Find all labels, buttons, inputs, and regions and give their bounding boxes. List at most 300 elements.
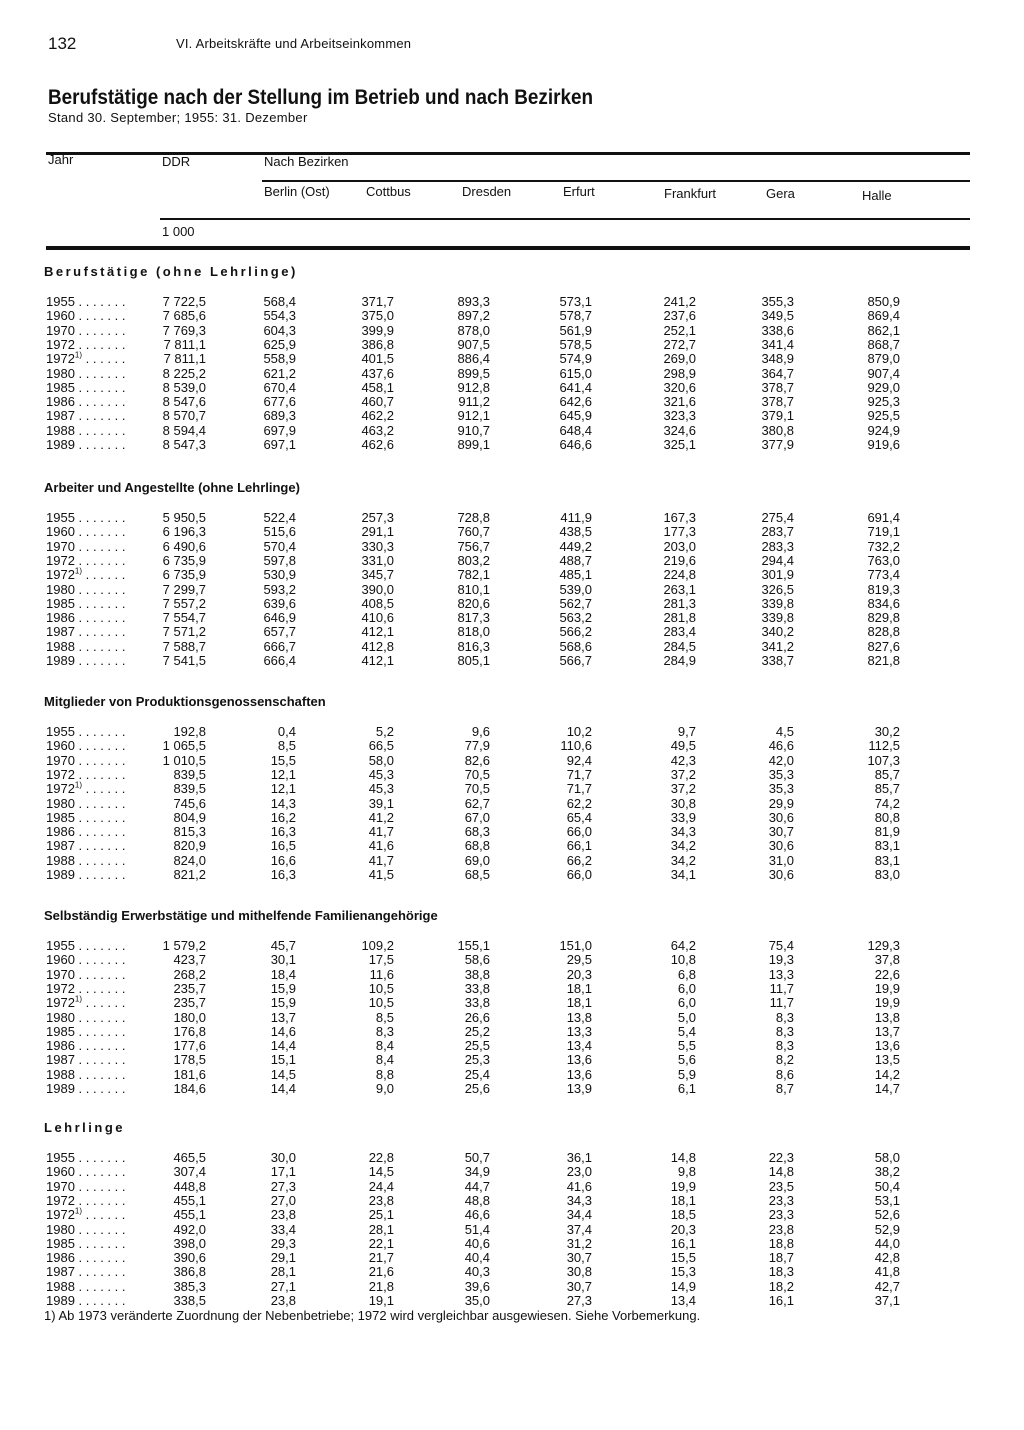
cell-berlin: 27,0 (270, 1192, 296, 1208)
table-row (0, 939, 1024, 953)
cell-berlin: 30,1 (270, 952, 296, 968)
cell-halle: 52,9 (874, 1221, 900, 1237)
cell-gera: 23,5 (768, 1178, 794, 1194)
leader-dots: . . . . . . (82, 781, 126, 797)
year-cell (46, 939, 126, 953)
year-cell (46, 1151, 126, 1165)
cell-halle: 819,3 (867, 581, 900, 597)
table-row (0, 1180, 1024, 1194)
year-label: 1972 . . . . . . . (46, 552, 126, 568)
cell-berlin: 558,9 (263, 351, 296, 367)
cell-cottbus: 66,5 (368, 738, 394, 754)
cell-erfurt: 578,7 (559, 308, 592, 324)
cell-frankfurt: 252,1 (663, 322, 696, 338)
cell-berlin: 33,4 (270, 1221, 296, 1237)
cell-ddr: 1 065,5 (162, 738, 206, 754)
cell-ddr: 181,6 (173, 1066, 206, 1082)
cell-frankfurt: 34,3 (670, 824, 696, 840)
cell-frankfurt: 34,2 (670, 838, 696, 854)
cell-ddr: 492,0 (173, 1221, 206, 1237)
year-label: 1986 . . . . . . . (46, 394, 126, 410)
table-row (0, 395, 1024, 409)
footnote-marker: 1) (74, 566, 83, 576)
header-col-berlin: Berlin (Ost) (264, 184, 330, 199)
cell-halle: 112,5 (868, 738, 900, 754)
cell-gera: 275,4 (761, 510, 794, 525)
table-row (0, 768, 1024, 782)
cell-berlin: 15,5 (270, 752, 296, 768)
year-cell (46, 782, 125, 796)
cell-cottbus: 8,4 (375, 1038, 394, 1054)
cell-halle: 19,9 (874, 995, 900, 1011)
cell-halle: 58,0 (874, 1150, 900, 1165)
cell-dresden: 907,5 (457, 336, 490, 352)
cell-cottbus: 462,6 (361, 437, 394, 452)
cell-halle: 14,2 (874, 1066, 900, 1082)
cell-ddr: 235,7 (173, 995, 206, 1011)
cell-erfurt: 574,9 (559, 351, 592, 367)
table-row (0, 797, 1024, 811)
cell-frankfurt: 9,7 (677, 724, 696, 739)
cell-halle: 925,5 (867, 408, 900, 424)
year-label: 1955 . . . . . . . (46, 938, 126, 953)
page-number: 132 (48, 34, 77, 53)
cell-frankfurt: 14,9 (670, 1278, 696, 1294)
cell-frankfurt: 9,8 (677, 1164, 696, 1180)
year-label: 1980 . . . . . . . (46, 795, 126, 811)
cell-erfurt: 10,2 (566, 724, 592, 739)
cell-cottbus: 41,7 (368, 852, 394, 868)
cell-erfurt: 30,8 (566, 1264, 592, 1280)
cell-frankfurt: 16,1 (670, 1235, 696, 1251)
section-heading: Selbständig Erwerbstätige und mithelfende Familienangehörige (44, 908, 438, 923)
cell-halle: 19,9 (874, 980, 900, 996)
cell-cottbus: 24,4 (368, 1178, 394, 1194)
cell-frankfurt: 6,0 (677, 995, 696, 1011)
year-label: 1986 . . . . . . . (46, 1038, 126, 1054)
year-label: 1970 . . . . . . . (46, 966, 126, 982)
year-cell (46, 367, 126, 381)
cell-frankfurt: 18,5 (670, 1207, 696, 1223)
cell-halle: 868,7 (867, 336, 900, 352)
cell-halle: 30,2 (874, 724, 900, 739)
cell-halle: 13,7 (874, 1023, 900, 1039)
cell-gera: 23,8 (768, 1221, 794, 1237)
table-row (0, 1165, 1024, 1179)
cell-berlin: 0,4 (277, 724, 296, 739)
footnote-marker: 1) (74, 1206, 83, 1216)
cell-halle: 879,0 (867, 351, 900, 367)
footnote-marker: 1) (74, 780, 83, 790)
cell-cottbus: 14,5 (368, 1164, 394, 1180)
cell-erfurt: 62,2 (566, 795, 592, 811)
table-row (0, 854, 1024, 868)
cell-erfurt: 13,6 (566, 1066, 592, 1082)
header-col-erfurt: Erfurt (563, 184, 595, 199)
cell-halle: 732,2 (867, 538, 900, 554)
cell-gera: 378,7 (761, 379, 794, 395)
cell-dresden: 33,8 (464, 980, 490, 996)
header-col-halle: Halle (862, 188, 892, 203)
year-label: 1985 . . . . . . . (46, 809, 126, 825)
cell-berlin: 593,2 (263, 581, 296, 597)
cell-berlin: 639,6 (263, 595, 296, 611)
footnote: 1) Ab 1973 veränderte Zuordnung der Nebenbetriebe; 1972 wird vergleichbar ausgewiesen. Siehe Vorbemerkung. (44, 1308, 701, 1323)
year-label: 1988 . . . . . . . (46, 1278, 126, 1294)
cell-erfurt: 110,6 (560, 738, 592, 754)
cell-frankfurt: 324,6 (663, 422, 696, 438)
cell-ddr: 398,0 (173, 1235, 206, 1251)
cell-halle: 850,9 (867, 294, 900, 309)
cell-ddr: 178,5 (173, 1052, 206, 1068)
cell-halle: 50,4 (874, 1178, 900, 1194)
cell-dresden: 899,5 (457, 365, 490, 381)
cell-dresden: 68,3 (464, 824, 490, 840)
year-cell (46, 309, 126, 323)
cell-berlin: 15,1 (270, 1052, 296, 1068)
cell-berlin: 16,2 (270, 809, 296, 825)
cell-erfurt: 641,4 (559, 379, 592, 395)
cell-gera: 8,7 (775, 1081, 794, 1096)
cell-berlin: 14,4 (270, 1038, 296, 1054)
cell-frankfurt: 323,3 (663, 408, 696, 424)
year-label: 1960 . . . . . . . (46, 738, 126, 754)
cell-cottbus: 41,5 (368, 867, 394, 882)
cell-cottbus: 408,5 (361, 595, 394, 611)
year-cell (46, 381, 126, 395)
cell-cottbus: 45,3 (368, 766, 394, 782)
cell-frankfurt: 13,4 (670, 1293, 696, 1308)
cell-ddr: 1 579,2 (162, 938, 206, 953)
cell-frankfurt: 6,0 (677, 980, 696, 996)
cell-cottbus: 412,1 (361, 624, 394, 640)
year-label: 1987 . . . . . . . (46, 624, 126, 640)
cell-frankfurt: 321,6 (663, 394, 696, 410)
cell-cottbus: 22,8 (368, 1150, 394, 1165)
table-row (0, 1039, 1024, 1053)
cell-dresden: 38,8 (464, 966, 490, 982)
table-row (0, 1025, 1024, 1039)
year-label: 1980 . . . . . . . (46, 365, 126, 381)
cell-erfurt: 29,5 (566, 952, 592, 968)
year-label: 1988 . . . . . . . (46, 1066, 126, 1082)
cell-berlin: 666,4 (263, 653, 296, 668)
cell-dresden: 62,7 (464, 795, 490, 811)
cell-dresden: 899,1 (457, 437, 490, 452)
cell-ddr: 455,1 (173, 1192, 206, 1208)
cell-frankfurt: 5,6 (677, 1052, 696, 1068)
cell-ddr: 820,9 (173, 838, 206, 854)
year-label: 1985 . . . . . . . (46, 595, 126, 611)
cell-cottbus: 463,2 (361, 422, 394, 438)
cell-gera: 8,3 (775, 1023, 794, 1039)
year-label: 1972 . . . . . . . (46, 1192, 126, 1208)
cell-cottbus: 21,7 (368, 1250, 394, 1266)
cell-cottbus: 375,0 (361, 308, 394, 324)
header-col-cottbus: Cottbus (366, 184, 411, 199)
cell-berlin: 621,2 (263, 365, 296, 381)
cell-berlin: 13,7 (270, 1009, 296, 1025)
header-rule-unit (160, 218, 970, 220)
cell-erfurt: 13,6 (566, 1052, 592, 1068)
cell-ddr: 745,6 (173, 795, 206, 811)
cell-berlin: 17,1 (270, 1164, 296, 1180)
cell-halle: 834,6 (867, 595, 900, 611)
leader-dots: . . . . . . (82, 995, 126, 1011)
cell-dresden: 155,1 (457, 938, 490, 953)
cell-ddr: 338,5 (173, 1293, 206, 1308)
table-row (0, 525, 1024, 539)
cell-gera: 283,3 (761, 538, 794, 554)
cell-gera: 348,9 (761, 351, 794, 367)
year-cell (46, 424, 126, 438)
year-cell (46, 583, 126, 597)
cell-gera: 19,3 (768, 952, 794, 968)
cell-gera: 326,5 (761, 581, 794, 597)
year-cell (46, 825, 126, 839)
cell-ddr: 7 557,2 (162, 595, 206, 611)
year-label: 1972 (46, 1207, 75, 1223)
cell-ddr: 8 547,3 (162, 437, 206, 452)
cell-cottbus: 8,3 (375, 1023, 394, 1039)
cell-gera: 8,3 (775, 1038, 794, 1054)
table-subtitle: Stand 30. September; 1955: 31. Dezember (48, 110, 308, 125)
cell-gera: 18,8 (768, 1235, 794, 1251)
cell-gera: 341,4 (761, 336, 794, 352)
cell-erfurt: 30,7 (566, 1250, 592, 1266)
cell-gera: 18,2 (768, 1278, 794, 1294)
cell-cottbus: 412,8 (361, 638, 394, 654)
year-cell (46, 540, 126, 554)
table-row (0, 1223, 1024, 1237)
cell-erfurt: 30,7 (566, 1278, 592, 1294)
table-row (0, 295, 1024, 309)
cell-gera: 75,4 (768, 938, 794, 953)
cell-erfurt: 13,3 (566, 1023, 592, 1039)
table-row (0, 982, 1024, 996)
cell-dresden: 910,7 (457, 422, 490, 438)
cell-berlin: 8,5 (277, 738, 296, 754)
cell-gera: 30,6 (768, 838, 794, 854)
cell-gera: 8,6 (775, 1066, 794, 1082)
year-label: 1960 . . . . . . . (46, 952, 126, 968)
cell-berlin: 15,9 (270, 980, 296, 996)
cell-dresden: 77,9 (464, 738, 490, 754)
year-cell (46, 754, 126, 768)
cell-cottbus: 460,7 (361, 394, 394, 410)
cell-erfurt: 642,6 (559, 394, 592, 410)
cell-cottbus: 45,3 (368, 781, 394, 797)
cell-berlin: 697,9 (263, 422, 296, 438)
cell-halle: 869,4 (867, 308, 900, 324)
table-row (0, 968, 1024, 982)
cell-halle: 85,7 (874, 766, 900, 782)
cell-berlin: 568,4 (263, 294, 296, 309)
cell-frankfurt: 18,1 (670, 1192, 696, 1208)
cell-berlin: 12,1 (270, 766, 296, 782)
year-label: 1980 . . . . . . . (46, 581, 126, 597)
cell-halle: 929,0 (867, 379, 900, 395)
cell-cottbus: 410,6 (361, 610, 394, 626)
cell-dresden: 35,0 (464, 1293, 490, 1308)
cell-halle: 691,4 (867, 510, 900, 525)
year-cell (46, 611, 126, 625)
cell-frankfurt: 14,8 (670, 1150, 696, 1165)
cell-dresden: 25,2 (464, 1023, 490, 1039)
cell-berlin: 27,3 (270, 1178, 296, 1194)
cell-cottbus: 10,5 (368, 995, 394, 1011)
cell-ddr: 180,0 (173, 1009, 206, 1025)
cell-frankfurt: 10,8 (670, 952, 696, 968)
cell-dresden: 50,7 (464, 1150, 490, 1165)
cell-frankfurt: 6,8 (677, 966, 696, 982)
cell-dresden: 818,0 (457, 624, 490, 640)
cell-gera: 379,1 (761, 408, 794, 424)
cell-halle: 773,4 (867, 567, 900, 583)
cell-cottbus: 8,8 (375, 1066, 394, 1082)
cell-berlin: 657,7 (263, 624, 296, 640)
cell-erfurt: 23,0 (566, 1164, 592, 1180)
cell-ddr: 7 722,5 (162, 294, 206, 309)
year-cell (46, 554, 126, 568)
cell-cottbus: 11,6 (369, 966, 394, 982)
cell-gera: 338,7 (761, 653, 794, 668)
cell-ddr: 177,6 (173, 1038, 206, 1054)
cell-halle: 924,9 (867, 422, 900, 438)
cell-dresden: 48,8 (464, 1192, 490, 1208)
cell-ddr: 8 225,2 (162, 365, 206, 381)
year-cell (46, 1251, 126, 1265)
year-label: 1987 . . . . . . . (46, 408, 126, 424)
table-row (0, 1082, 1024, 1096)
cell-gera: 30,7 (768, 824, 794, 840)
cell-ddr: 7 571,2 (162, 624, 206, 640)
year-label: 1989 . . . . . . . (46, 437, 126, 452)
year-cell (46, 525, 126, 539)
cell-erfurt: 646,6 (559, 437, 592, 452)
cell-ddr: 839,5 (173, 766, 206, 782)
cell-dresden: 820,6 (457, 595, 490, 611)
cell-dresden: 68,8 (464, 838, 490, 854)
table-row (0, 1294, 1024, 1308)
cell-frankfurt: 320,6 (663, 379, 696, 395)
cell-dresden: 911,2 (458, 394, 490, 410)
year-cell (46, 854, 126, 868)
year-label: 1986 . . . . . . . (46, 1250, 126, 1266)
cell-erfurt: 71,7 (566, 766, 592, 782)
cell-gera: 30,6 (768, 867, 794, 882)
cell-cottbus: 399,9 (361, 322, 394, 338)
cell-cottbus: 17,5 (368, 952, 394, 968)
cell-cottbus: 390,0 (361, 581, 394, 597)
cell-dresden: 82,6 (464, 752, 490, 768)
table-row (0, 654, 1024, 668)
year-cell (46, 1280, 126, 1294)
cell-gera: 341,2 (761, 638, 794, 654)
year-cell (46, 352, 125, 366)
leader-dots: . . . . . . (82, 567, 126, 583)
table-row (0, 309, 1024, 323)
cell-erfurt: 27,3 (566, 1293, 592, 1308)
cell-erfurt: 578,5 (559, 336, 592, 352)
cell-erfurt: 151,0 (559, 938, 592, 953)
cell-erfurt: 18,1 (566, 980, 592, 996)
cell-frankfurt: 33,9 (670, 809, 696, 825)
cell-halle: 37,1 (874, 1293, 900, 1308)
cell-berlin: 604,3 (263, 322, 296, 338)
header-rule-bezirke (262, 180, 970, 182)
cell-cottbus: 437,6 (361, 365, 394, 381)
cell-gera: 16,1 (768, 1293, 794, 1308)
year-cell (46, 409, 126, 423)
cell-cottbus: 39,1 (368, 795, 394, 811)
cell-ddr: 8 570,7 (162, 408, 206, 424)
cell-frankfurt: 203,0 (663, 538, 696, 554)
table-row (0, 597, 1024, 611)
cell-cottbus: 21,6 (368, 1264, 394, 1280)
header-unit: 1 000 (162, 224, 195, 239)
cell-gera: 14,8 (768, 1164, 794, 1180)
cell-cottbus: 28,1 (368, 1221, 394, 1237)
year-cell (46, 1265, 126, 1279)
section-heading: Mitglieder von Produktionsgenossenschaften (44, 694, 326, 709)
cell-berlin: 27,1 (270, 1278, 296, 1294)
cell-dresden: 34,9 (464, 1164, 490, 1180)
cell-halle: 85,7 (874, 781, 900, 797)
year-cell (46, 1223, 126, 1237)
header-col-dresden: Dresden (462, 184, 512, 199)
table-row (0, 438, 1024, 452)
cell-dresden: 33,8 (464, 995, 490, 1011)
year-cell (46, 438, 126, 452)
cell-cottbus: 291,1 (361, 524, 394, 540)
cell-frankfurt: 15,3 (670, 1264, 696, 1280)
cell-ddr: 448,8 (173, 1178, 206, 1194)
cell-dresden: 51,4 (464, 1221, 490, 1237)
header-col-gera: Gera (766, 186, 795, 201)
year-cell (46, 982, 126, 996)
cell-dresden: 26,6 (464, 1009, 490, 1025)
cell-berlin: 14,3 (270, 795, 296, 811)
cell-ddr: 7 811,1 (163, 351, 206, 367)
cell-ddr: 176,8 (173, 1023, 206, 1039)
cell-berlin: 689,3 (263, 408, 296, 424)
cell-berlin: 14,6 (270, 1023, 296, 1039)
cell-erfurt: 561,9 (559, 322, 592, 338)
cell-dresden: 25,5 (464, 1038, 490, 1054)
year-cell (46, 1237, 126, 1251)
year-label: 1988 . . . . . . . (46, 638, 126, 654)
cell-ddr: 804,9 (173, 809, 206, 825)
cell-erfurt: 20,3 (566, 966, 592, 982)
cell-cottbus: 8,4 (375, 1052, 394, 1068)
year-cell (46, 1053, 126, 1067)
cell-frankfurt: 284,9 (663, 653, 696, 668)
cell-ddr: 390,6 (173, 1250, 206, 1266)
cell-frankfurt: 237,6 (663, 308, 696, 324)
cell-frankfurt: 64,2 (670, 938, 696, 953)
cell-dresden: 760,7 (457, 524, 490, 540)
table-row (0, 611, 1024, 625)
cell-halle: 74,2 (874, 795, 900, 811)
table-row (0, 1280, 1024, 1294)
cell-frankfurt: 272,7 (663, 336, 696, 352)
year-label: 1988 . . . . . . . (46, 852, 126, 868)
cell-berlin: 515,6 (263, 524, 296, 540)
cell-erfurt: 71,7 (566, 781, 592, 797)
cell-berlin: 522,4 (263, 510, 296, 525)
cell-gera: 35,3 (768, 766, 794, 782)
